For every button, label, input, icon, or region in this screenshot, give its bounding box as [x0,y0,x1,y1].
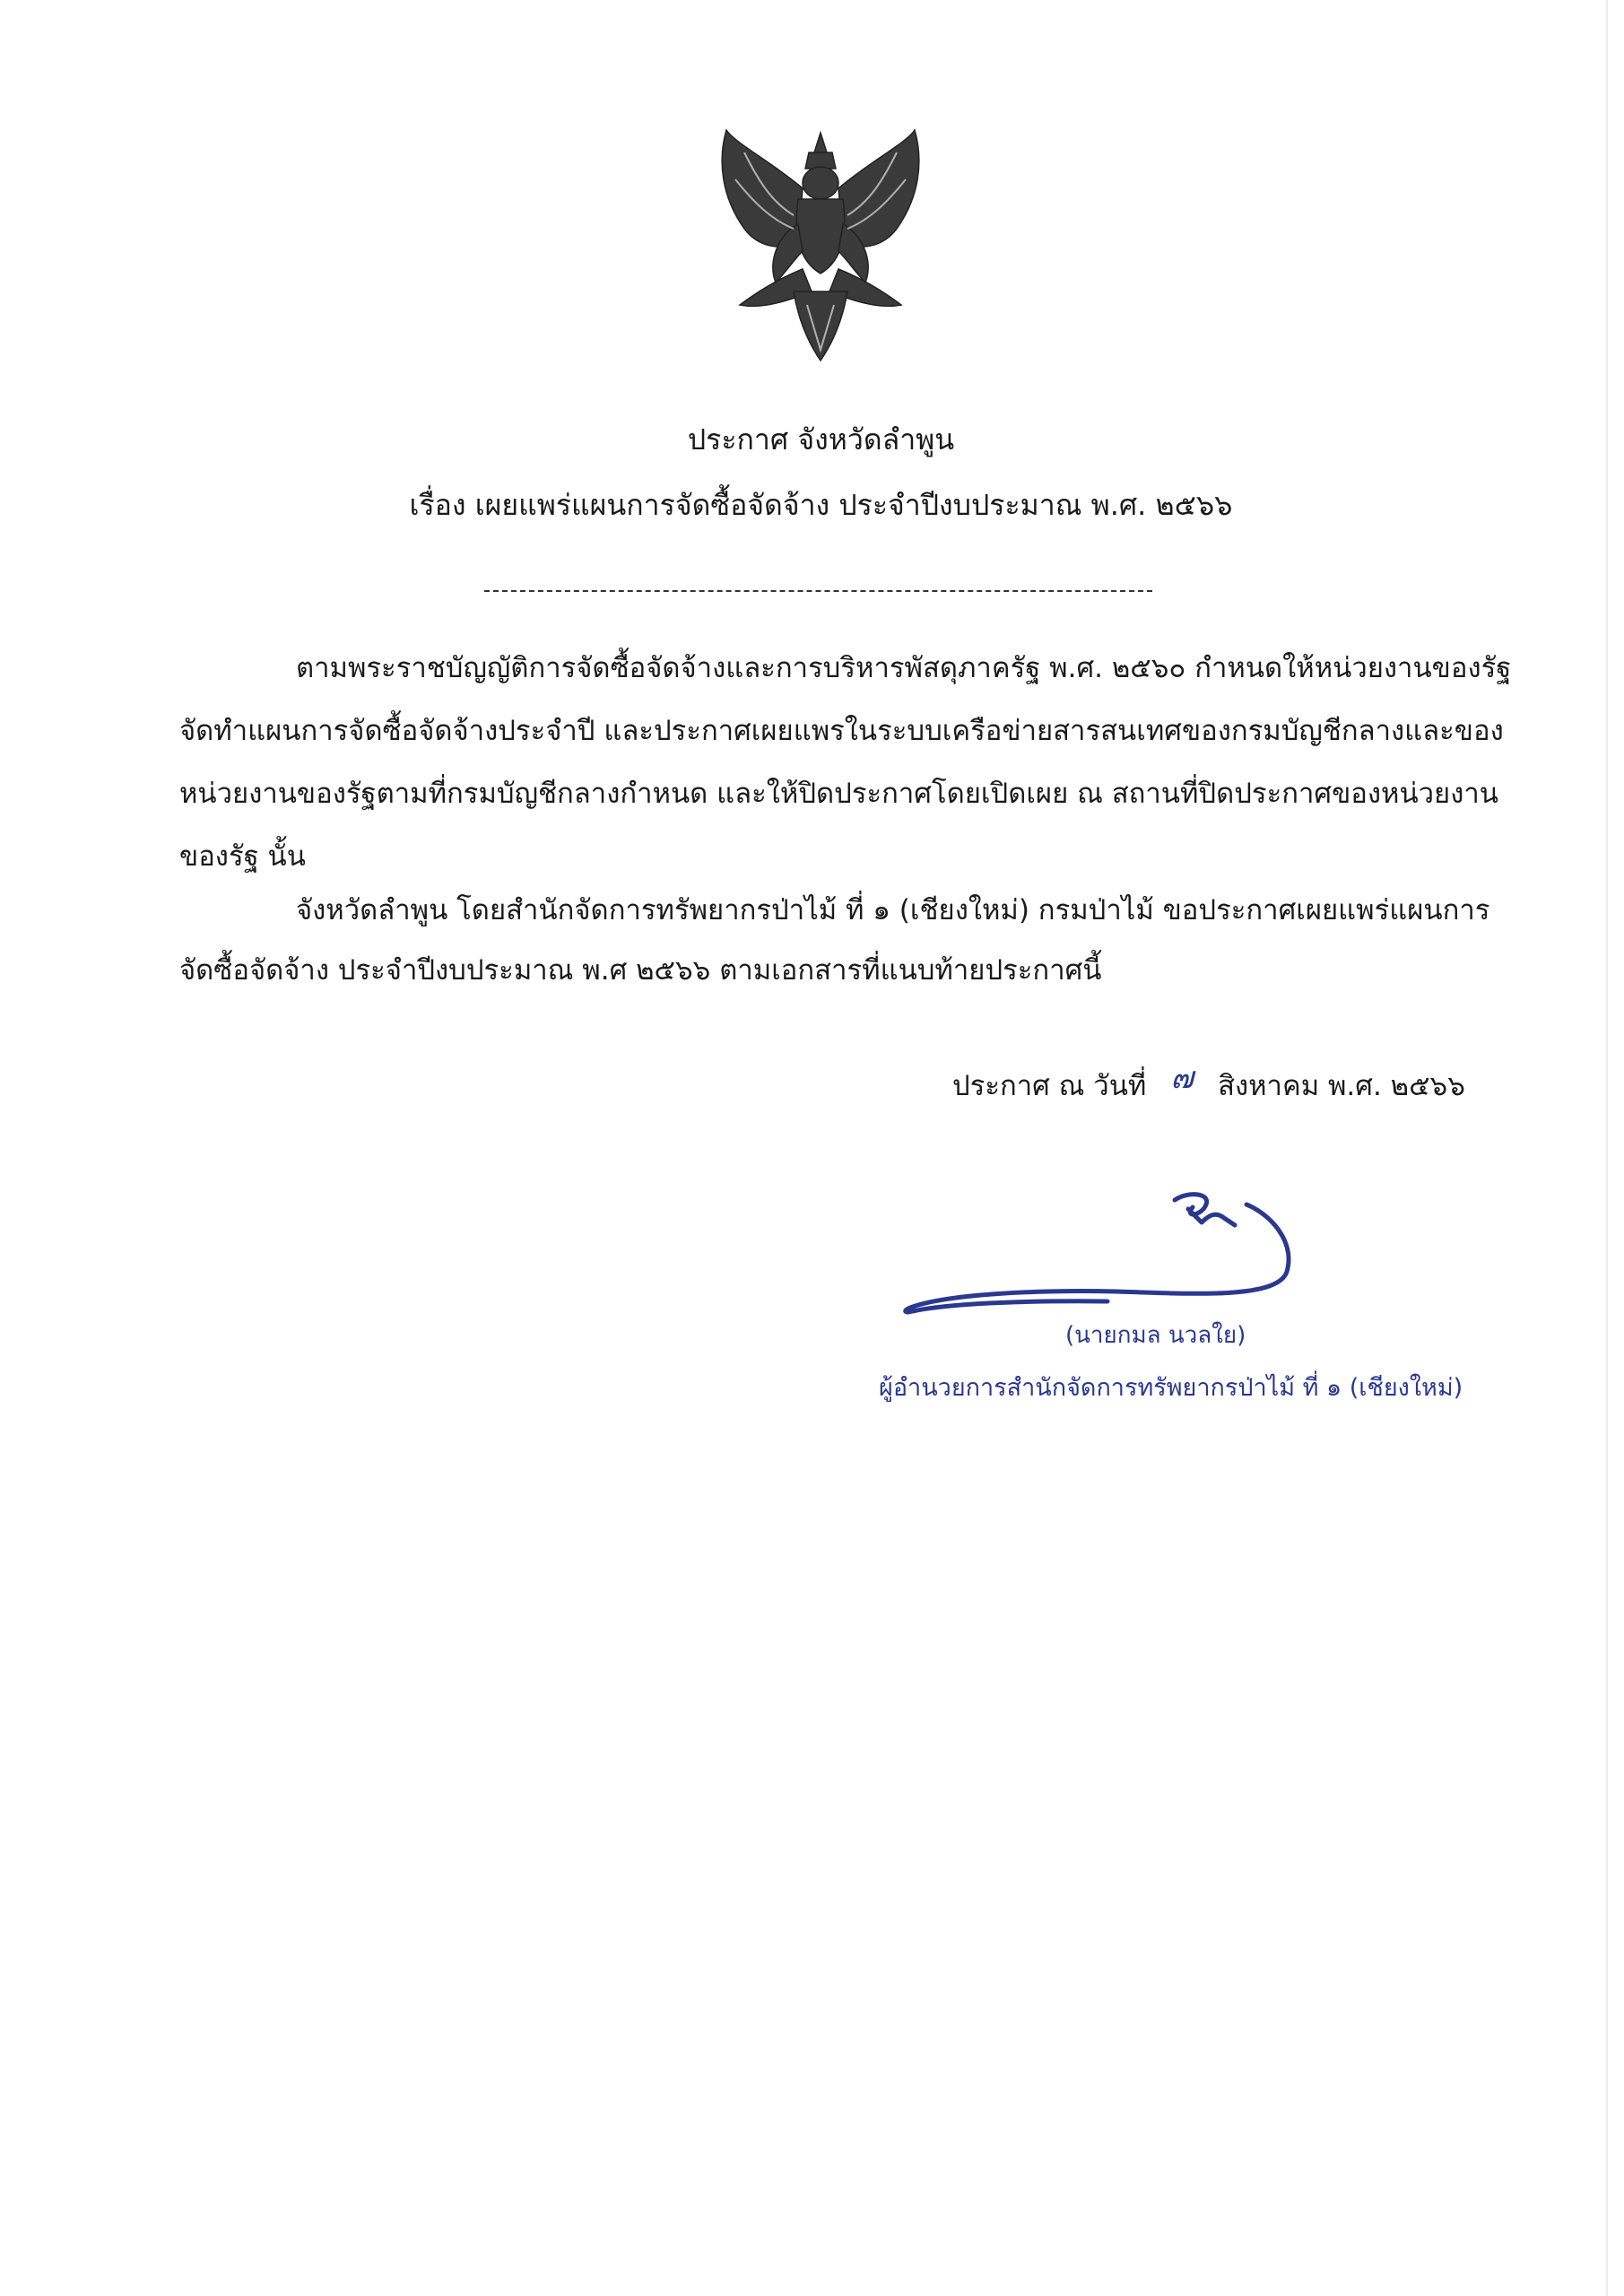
signer-name: (นายกมล นวลใย) [1065,1322,1246,1349]
date-prefix: ประกาศ ณ วันที่ [952,1070,1147,1102]
announcement-subject: เรื่อง เผยแพร่แผนการจัดซื้อจัดจ้าง ประจำปีงบประมาณ พ.ศ. ๒๕๖๖ [409,488,1233,522]
body-line-1: ตามพระราชบัญญัติการจัดซื้อจัดจ้างและการบริหารพัสดุภาครัฐ พ.ศ. ๒๕๖๐ กำหนดให้หน่วยงานของรัฐ [296,652,1512,684]
garuda-emblem-icon [708,126,933,368]
body-line-4: ของรัฐ นั้น [179,840,306,873]
page-edge [1606,0,1608,2296]
date-suffix: สิงหาคม พ.ศ. ๒๕๖๖ [1218,1070,1465,1102]
date-day-handwritten: ๗ [1170,1060,1194,1096]
body-line-5: จังหวัดลำพูน โดยสำนักจัดการทรัพยากรป่าไม้ ที่ ๑ (เชียงใหม่) กรมป่าไม้ ขอประกาศเผยแพร่แผนการ [296,894,1490,926]
announcement-date [952,1060,1465,1104]
announcement-title: ประกาศ จังหวัดลำพูน [687,422,955,457]
divider-line [484,590,1152,592]
body-line-3: หน่วยงานของรัฐตามที่กรมบัญชีกลางกำหนด และให้ปิดประกาศโดยเปิดเผย ณ สถานที่ปิดประกาศของหน่วยงาน [179,778,1498,810]
signature-icon [892,1182,1323,1326]
body-line-6: จัดซื้อจัดจ้าง ประจำปีงบประมาณ พ.ศ ๒๕๖๖ ตามเอกสารที่แนบท้ายประกาศนี้ [179,954,1102,987]
signer-title: ผู้อำนวยการสำนักจัดการทรัพยากรป่าไม้ ที่ ๑ (เชียงใหม่) [879,1374,1463,1402]
body-line-2: จัดทำแผนการจัดซื้อจัดจ้างประจำปี และประกาศเผยแพรในระบบเครือข่ายสารสนเทศของกรมบัญชีกลางและของ [179,715,1504,747]
